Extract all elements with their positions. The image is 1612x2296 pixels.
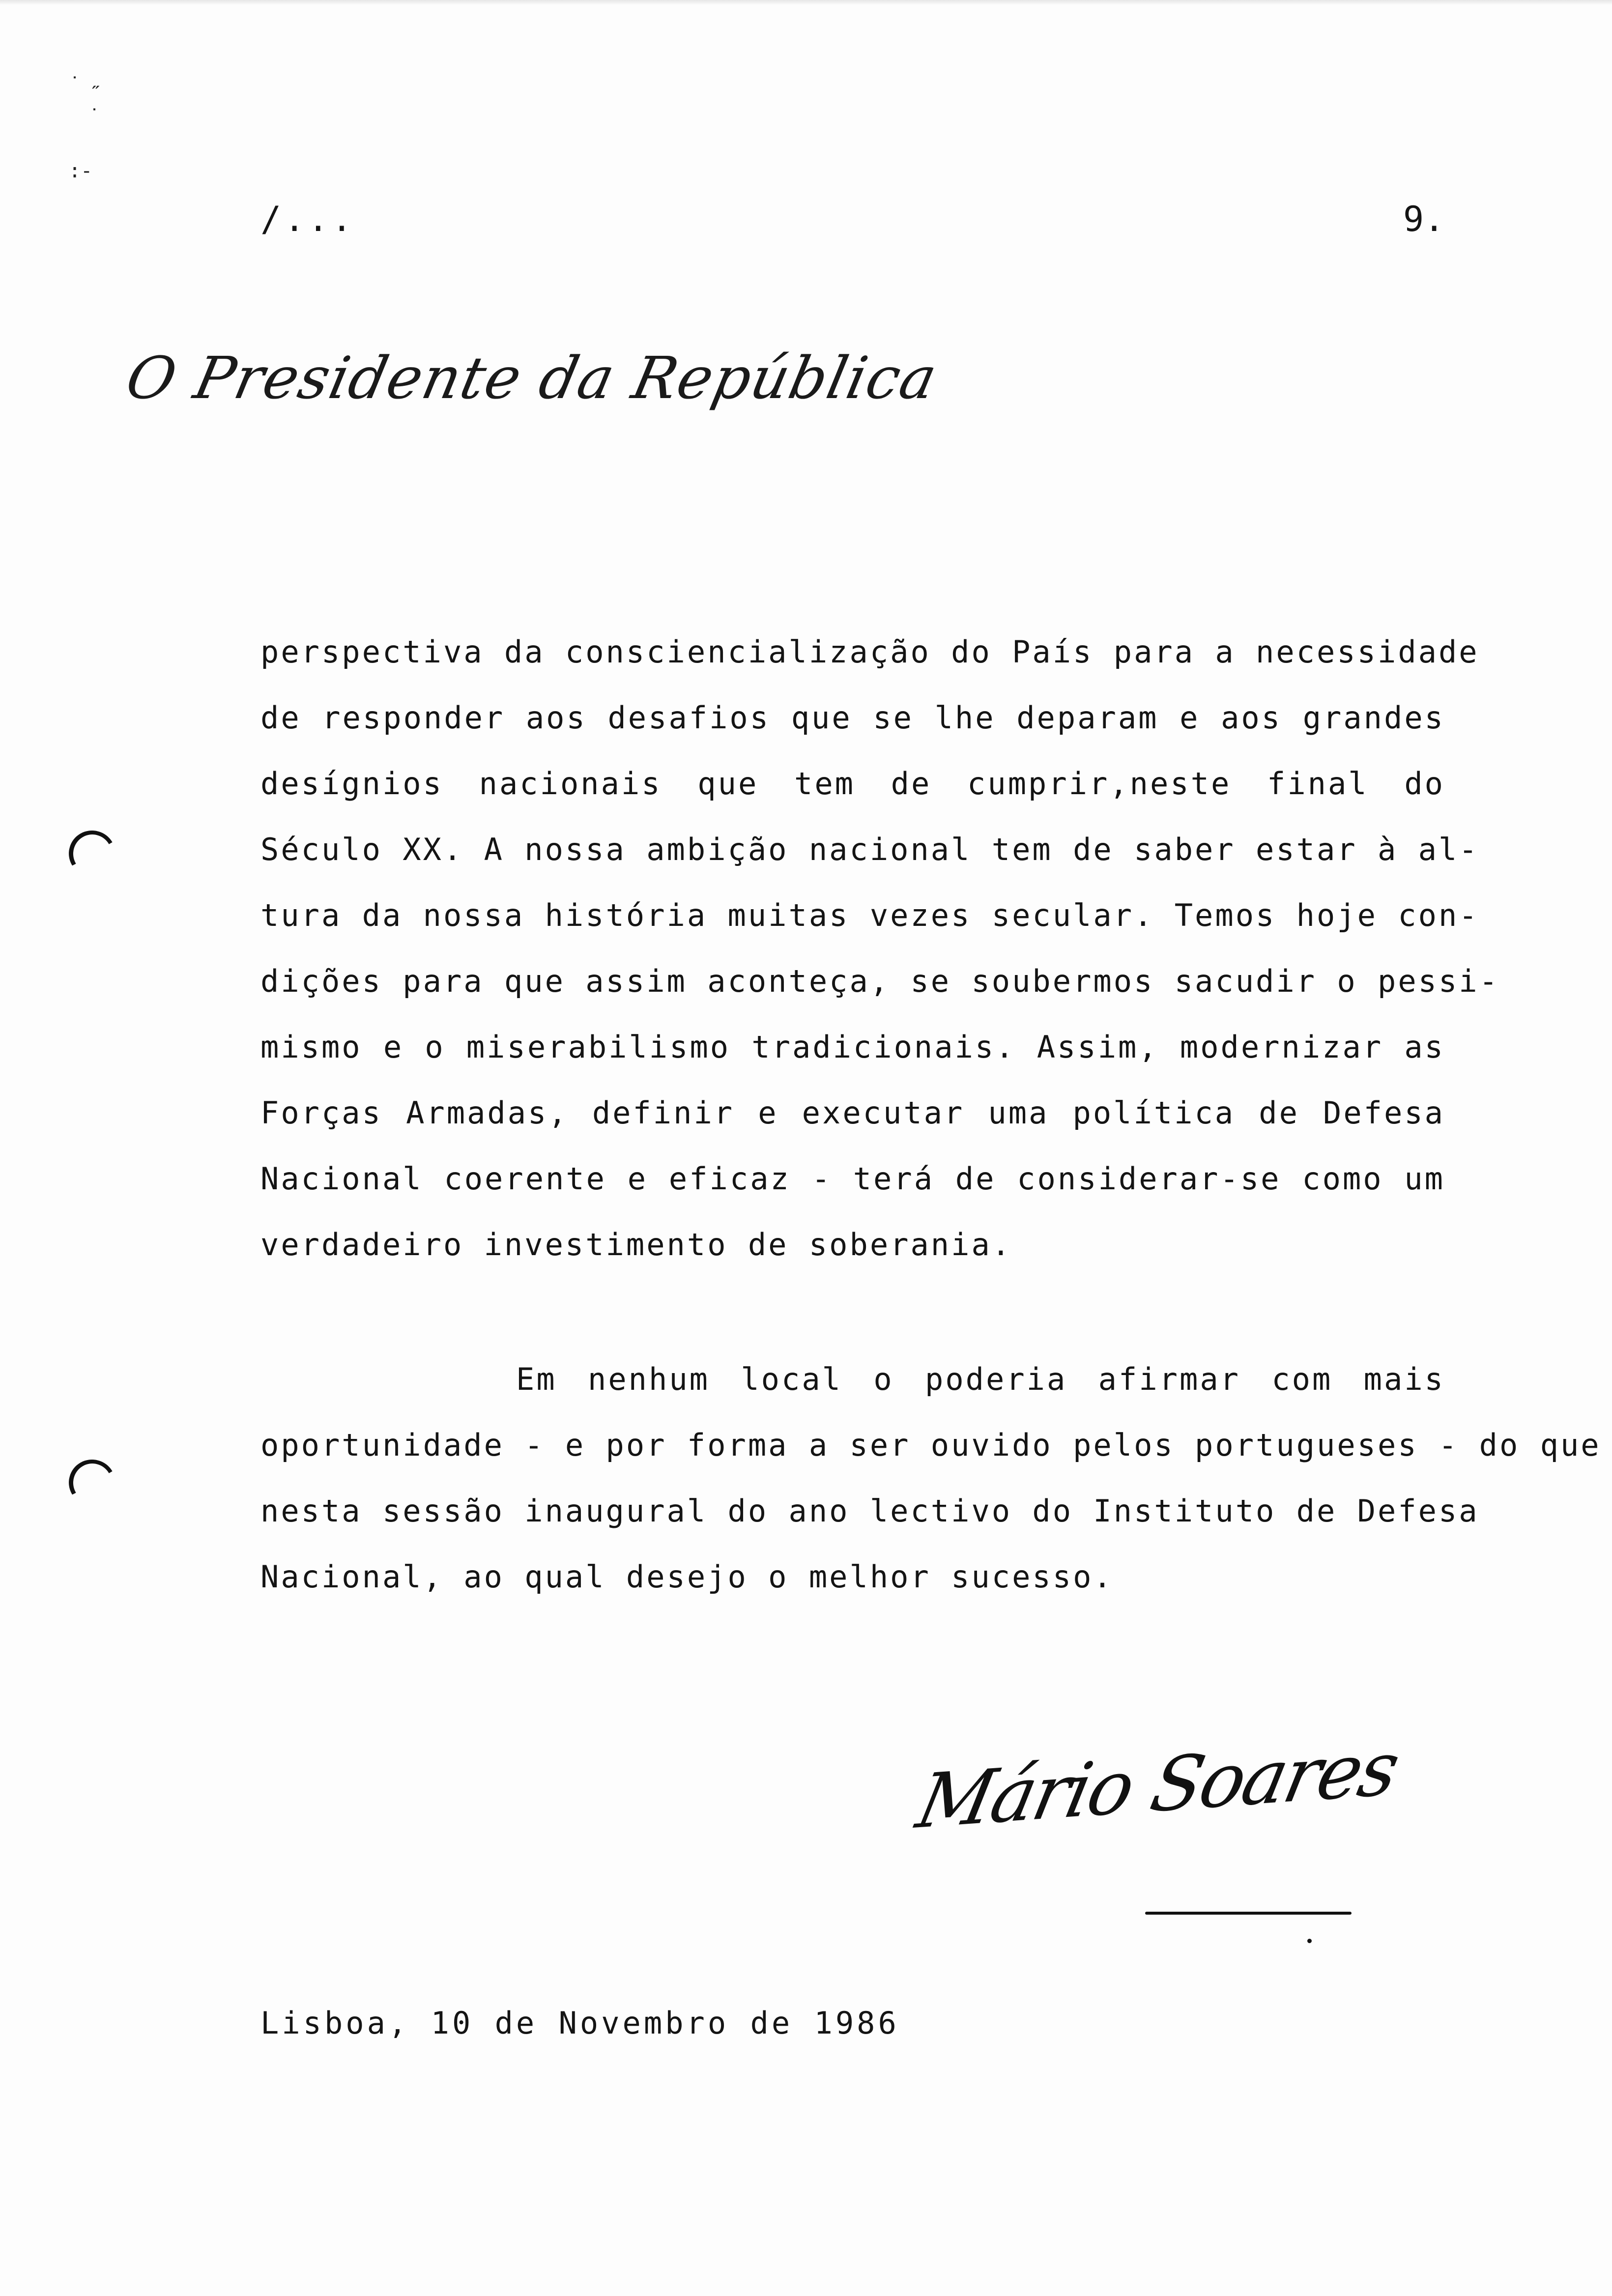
text-line: de responder aos desafios que se lhe deparam e aos grandes [260, 700, 1445, 736]
page-number: 9. [1403, 199, 1445, 239]
text-line: tura da nossa história muitas vezes secular. Temos hoje con- [260, 897, 1479, 933]
text-line: Século XX. A nossa ambição nacional tem de saber estar à al- [260, 832, 1479, 867]
paragraph-2 [260, 1347, 1601, 1610]
scan-top-edge [0, 0, 1612, 5]
text-line: perspectiva da consciencialização do País para a necessidade [260, 634, 1479, 670]
text-line: Forças Armadas, definir e executar uma política de Defesa [260, 1095, 1445, 1131]
scan-mark: ˙ [88, 106, 101, 128]
letterhead-title: O Presidente da República [120, 344, 944, 412]
date-line: Lisboa, 10 de Novembro de 1986 [260, 2005, 899, 2041]
text-line: Nacional coerente e eficaz - terá de considerar-se como um [260, 1161, 1445, 1197]
paragraph-1 [260, 619, 1499, 1278]
text-line: desígnios nacionais que tem de cumprir,neste final do [260, 766, 1445, 802]
continuation-mark: /... [260, 199, 355, 239]
text-line: mismo e o miserabilismo tradicionais. Assim, modernizar as [260, 1029, 1445, 1065]
signature-underline [1145, 1912, 1352, 1915]
text-line: nesta sessão inaugural do ano lectivo do Instituto de Defesa [260, 1493, 1479, 1529]
signature-dot [1307, 1939, 1312, 1943]
punch-hole-icon [63, 825, 120, 882]
text-line: verdadeiro investimento de soberania. [260, 1227, 1012, 1263]
text-line: oportunidade - e por forma a ser ouvido pelos portugueses - do que [260, 1427, 1601, 1463]
handwritten-signature: Mário Soares [910, 1725, 1406, 1846]
scan-mark: ˙ ˶ [69, 74, 105, 96]
punch-hole-icon [63, 1454, 120, 1511]
text-line: dições para que assim aconteça, se soubermos sacudir o pessi- [260, 963, 1499, 999]
text-line: Nacional, ao qual desejo o melhor sucesso. [260, 1559, 1114, 1595]
scan-mark: :- [69, 160, 93, 182]
text-line: Em nenhum local o poderia afirmar com mais [516, 1361, 1445, 1397]
